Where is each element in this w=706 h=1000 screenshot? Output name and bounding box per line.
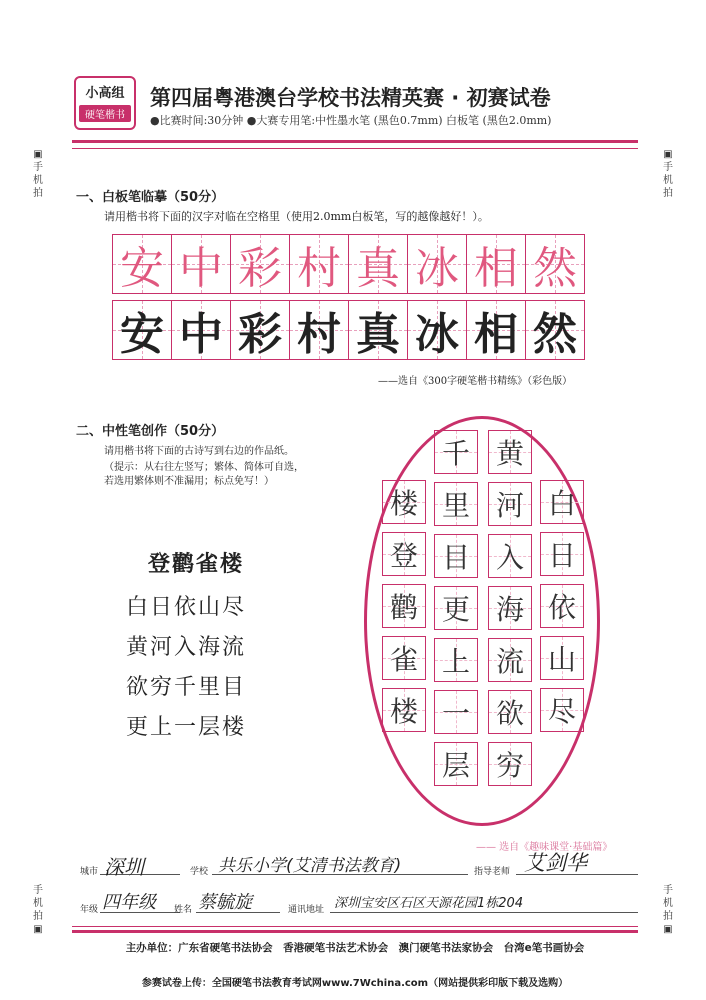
work-paper-char: 依 xyxy=(547,591,576,624)
camera-icon: ▣ xyxy=(663,924,673,935)
header-rule xyxy=(72,140,638,143)
model-char: 彩 xyxy=(238,243,282,294)
camera-mark-right-bottom: 手机拍 ▣ xyxy=(663,885,673,935)
school-field[interactable]: 共乐小学(艾清书法教育) xyxy=(218,856,402,876)
poem-line: 欲穷千里目 xyxy=(126,675,247,700)
work-paper-char: 欲 xyxy=(495,697,524,730)
teacher-label: 指导老师 xyxy=(474,867,511,877)
model-char: 真 xyxy=(356,243,400,294)
poem-line: 更上一层楼 xyxy=(126,715,247,740)
written-char: 彩 xyxy=(238,309,282,360)
written-cell xyxy=(171,300,231,360)
work-paper-cell xyxy=(434,690,478,734)
model-char: 安 xyxy=(120,243,164,294)
work-paper-cell xyxy=(488,690,532,734)
section1-source: ——选自《300字硬笔楷书精练》（彩色版） xyxy=(378,376,573,387)
work-paper-char: 雀 xyxy=(389,643,418,676)
poem-line: 白日依山尽 xyxy=(126,595,247,620)
work-paper-char: 楼 xyxy=(389,695,418,728)
work-paper-char: 黄 xyxy=(495,437,524,470)
written-char: 然 xyxy=(533,309,577,360)
work-paper-cell xyxy=(488,742,532,786)
model-row xyxy=(112,234,584,294)
model-cell xyxy=(230,234,290,294)
model-char: 中 xyxy=(179,243,223,294)
model-char: 冰 xyxy=(415,243,459,294)
work-paper-cell xyxy=(540,688,584,732)
section2-instruction-3: 若选用繁体则不准漏用；标点免写！） xyxy=(104,476,274,487)
address-label: 通讯地址 xyxy=(288,905,325,915)
work-paper-char: 千 xyxy=(441,437,470,470)
model-cell xyxy=(289,234,349,294)
camera-icon: ▣ xyxy=(33,924,43,935)
work-paper-cell xyxy=(434,534,478,578)
badge-style: 硬笔楷书 xyxy=(79,105,131,122)
section1-instruction: 请用楷书将下面的汉字对临在空格里（使用2.0mm白板笔，写的越像越好！）。 xyxy=(104,210,489,223)
work-paper-cell xyxy=(382,480,426,524)
page-title: 第四届粤港澳台学校书法精英赛 · 初赛试卷 xyxy=(150,86,551,110)
camera-mark-right-top: ▣ 手机拍 xyxy=(663,149,673,199)
written-char: 真 xyxy=(356,309,400,360)
written-cell xyxy=(525,300,585,360)
badge-group: 小高组 xyxy=(85,86,125,101)
work-paper-grid xyxy=(368,420,596,822)
organizers: 主办单位：广东省硬笔书法协会 香港硬笔书法艺术协会 澳门硬笔书法家协会 台湾e笔书画协会 xyxy=(125,942,585,954)
written-char: 冰 xyxy=(415,309,459,360)
exam-info: ●比赛时间:30分钟 ●大赛专用笔:中性墨水笔 (黑色0.7mm) 白板笔 (黑色2.0mm) xyxy=(150,114,552,127)
model-cell xyxy=(407,234,467,294)
work-paper-cell xyxy=(540,532,584,576)
school-label: 学校 xyxy=(190,867,209,877)
footer-rule xyxy=(72,930,638,933)
name-field[interactable]: 蔡毓旋 xyxy=(198,892,252,913)
work-paper-cell xyxy=(488,430,532,474)
work-paper-char: 鹳 xyxy=(389,591,418,624)
written-cell xyxy=(112,300,172,360)
work-paper-char: 一 xyxy=(441,697,470,730)
camera-mark-left-bottom: 手机拍 ▣ xyxy=(33,885,43,935)
section1-heading: 一、白板笔临摹（50分） xyxy=(76,190,225,205)
group-badge xyxy=(74,76,136,130)
written-char: 村 xyxy=(297,309,341,360)
work-paper-cell xyxy=(488,638,532,682)
written-cell xyxy=(289,300,349,360)
written-cell xyxy=(466,300,526,360)
written-cell xyxy=(407,300,467,360)
work-paper-char: 里 xyxy=(441,489,470,522)
work-paper-char: 海 xyxy=(495,593,524,626)
grade-label: 年级 xyxy=(80,905,99,915)
work-paper-cell xyxy=(540,636,584,680)
work-paper-cell xyxy=(382,584,426,628)
name-label: 姓名 xyxy=(174,905,193,915)
work-paper-char: 登 xyxy=(389,539,418,572)
model-cell xyxy=(112,234,172,294)
work-paper-cell xyxy=(434,638,478,682)
upload-note: 参赛试卷上传：全国硬笔书法教育考试网www.7Wchina.com（网站提供彩印版下载及选购） xyxy=(141,978,569,989)
work-paper-cell xyxy=(488,534,532,578)
work-paper-char: 白 xyxy=(547,487,576,520)
model-char: 相 xyxy=(474,243,518,294)
work-paper-cell xyxy=(382,532,426,576)
grade-field[interactable]: 四年级 xyxy=(102,892,156,913)
written-char: 安 xyxy=(120,309,164,360)
camera-icon: ▣ xyxy=(663,149,673,160)
model-cell xyxy=(348,234,408,294)
model-cell xyxy=(525,234,585,294)
work-paper-char: 层 xyxy=(441,749,470,782)
work-paper-char: 目 xyxy=(441,541,470,574)
work-paper-char: 穷 xyxy=(495,749,524,782)
work-paper-char: 楼 xyxy=(389,487,418,520)
model-char: 然 xyxy=(533,243,577,294)
city-field[interactable]: 深圳 xyxy=(104,855,144,879)
work-paper-char: 日 xyxy=(547,539,576,572)
teacher-field[interactable]: 艾剑华 xyxy=(524,851,587,875)
work-paper-cell xyxy=(382,688,426,732)
work-paper-cell xyxy=(540,480,584,524)
model-cell xyxy=(466,234,526,294)
work-paper-cell xyxy=(540,584,584,628)
section2-instruction-2: （提示：从右往左竖写；繁体、简体可自选， xyxy=(104,462,304,473)
camera-mark-left-top: ▣ 手机拍 xyxy=(33,149,43,199)
work-paper-cell xyxy=(488,482,532,526)
work-paper-char: 河 xyxy=(495,489,524,522)
written-row xyxy=(112,300,584,360)
model-char: 村 xyxy=(297,243,341,294)
poem-line: 黄河入海流 xyxy=(126,635,247,660)
section2-source: —— 选自《趣味课堂·基础篇》 xyxy=(476,842,613,853)
written-char: 中 xyxy=(179,309,223,360)
work-paper-char: 流 xyxy=(495,645,524,678)
written-cell xyxy=(230,300,290,360)
work-paper-char: 上 xyxy=(441,645,470,678)
footer-rule-thin xyxy=(72,926,638,927)
model-cell xyxy=(171,234,231,294)
poem-title: 登鹳雀楼 xyxy=(148,552,245,577)
work-paper-char: 山 xyxy=(547,643,576,676)
camera-icon: ▣ xyxy=(33,149,43,160)
work-paper-char: 入 xyxy=(495,541,524,574)
written-char: 相 xyxy=(474,309,518,360)
work-paper-cell xyxy=(382,636,426,680)
section2-instruction-1: 请用楷书将下面的古诗写到右边的作品纸。 xyxy=(104,446,294,457)
work-paper-cell xyxy=(434,742,478,786)
work-paper-cell xyxy=(434,430,478,474)
work-paper-cell xyxy=(434,482,478,526)
city-label: 城市 xyxy=(80,867,99,877)
address-field[interactable]: 深圳宝安区石区天源花园1栋204 xyxy=(334,896,524,911)
work-paper-cell xyxy=(434,586,478,630)
written-cell xyxy=(348,300,408,360)
work-paper-char: 更 xyxy=(441,593,470,626)
work-paper-char: 尽 xyxy=(547,695,576,728)
header-rule-thin xyxy=(72,148,638,149)
section2-heading: 二、中性笔创作（50分） xyxy=(76,424,225,439)
address-line xyxy=(330,912,638,913)
work-paper-cell xyxy=(488,586,532,630)
